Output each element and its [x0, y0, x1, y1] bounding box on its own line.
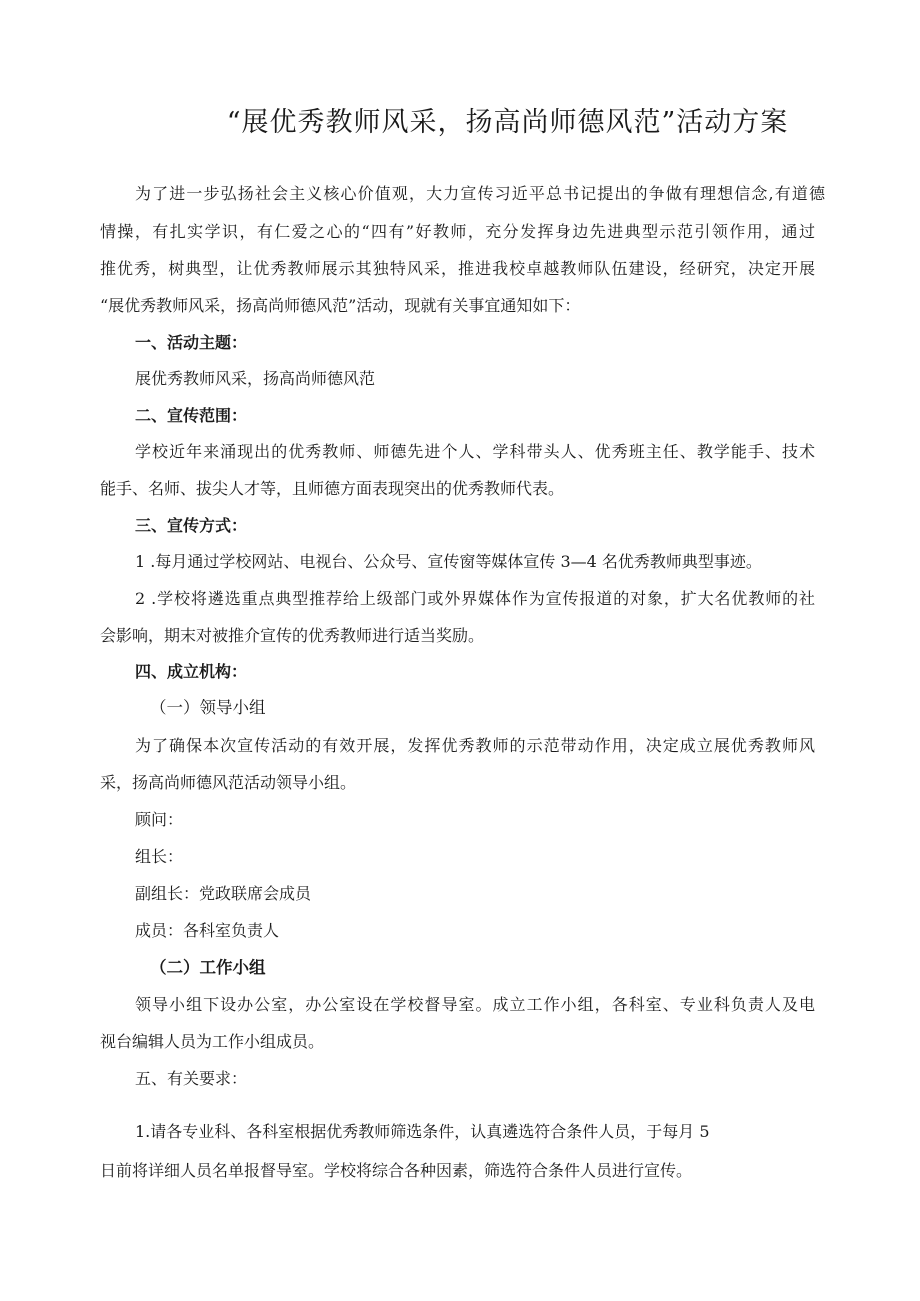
intro-line-4: “展优秀教师风采，扬高尚师德风范”活动，现就有关事宜通知如下：: [100, 296, 581, 315]
intro-line-3: 推优秀，树典型，让优秀教师展示其独特风采，推进我校卓越教师队伍建设，经研究，决定开展: [100, 259, 815, 278]
section2-heading: 二、宣传范围：: [135, 406, 248, 425]
section3-item-1: 1 .每月通过学校网站、电视台、公众号、宣传窗等媒体宣传 3—4 名优秀教师典型事迹。: [135, 552, 762, 571]
intro-line-2: 情操，有扎实学识，有仁爱之心的“四有”好教师，充分发挥身边先进典型示范引领作用，通过: [100, 222, 815, 241]
section3-heading: 三、宣传方式：: [135, 516, 248, 535]
group2-heading: （二）工作小组: [150, 958, 266, 977]
section1-heading: 一、活动主题：: [135, 333, 248, 352]
section4-heading: 四、成立机构：: [135, 662, 248, 681]
section2-line-1: 学校近年来涌现出的优秀教师、师德先进个人、学科带头人、优秀班主任、教学能手、技术: [135, 442, 815, 461]
group1-leader: 组长：: [135, 847, 184, 866]
group2-line-2: 视台编辑人员为工作小组成员。: [100, 1032, 325, 1051]
section5-item-1-line-2: 日前将详细人员名单报督导室。学校将综合各种因素，筛选符合条件人员进行宣传。: [100, 1161, 693, 1180]
section3-item-2-line-1: 2 .学校将遴选重点典型推荐给上级部门或外界媒体作为宣传报道的对象，扩大名优教师的社: [135, 589, 815, 608]
group1-advisor: 顾问：: [135, 810, 184, 829]
group2-line-1: 领导小组下设办公室，办公室设在学校督导室。成立工作小组，各科室、专业科负责人及电: [135, 995, 815, 1014]
group1-line-1: 为了确保本次宣传活动的有效开展，发挥优秀教师的示范带动作用，决定成立展优秀教师风: [135, 736, 815, 755]
section5-heading: 五、有关要求：: [135, 1069, 248, 1088]
group1-line-2: 采，扬高尚师德风范活动领导小组。: [100, 773, 357, 792]
group1-members: 成员：各科室负责人: [135, 921, 280, 940]
document-title: “展优秀教师风采，扬高尚师德风范”活动方案: [226, 107, 789, 138]
intro-line-1: 为了进一步弘扬社会主义核心价值观，大力宣传习近平总书记提出的争做有理想信念,有道德: [135, 184, 825, 203]
section3-item-2-line-2: 会影响，期末对被推介宣传的优秀教师进行适当奖励。: [100, 626, 485, 645]
section2-line-2: 能手、名师、拔尖人才等，且师德方面表现突出的优秀教师代表。: [100, 479, 565, 498]
group1-deputy: 副组长：党政联席会成员: [135, 884, 312, 903]
group1-heading: （一）领导小组: [150, 698, 266, 717]
section1-text: 展优秀教师风采，扬高尚师德风范: [135, 369, 376, 388]
section5-item-1-line-1: 1.请各专业科、各科室根据优秀教师筛选条件，认真遴选符合条件人员，于每月 5: [135, 1122, 710, 1141]
